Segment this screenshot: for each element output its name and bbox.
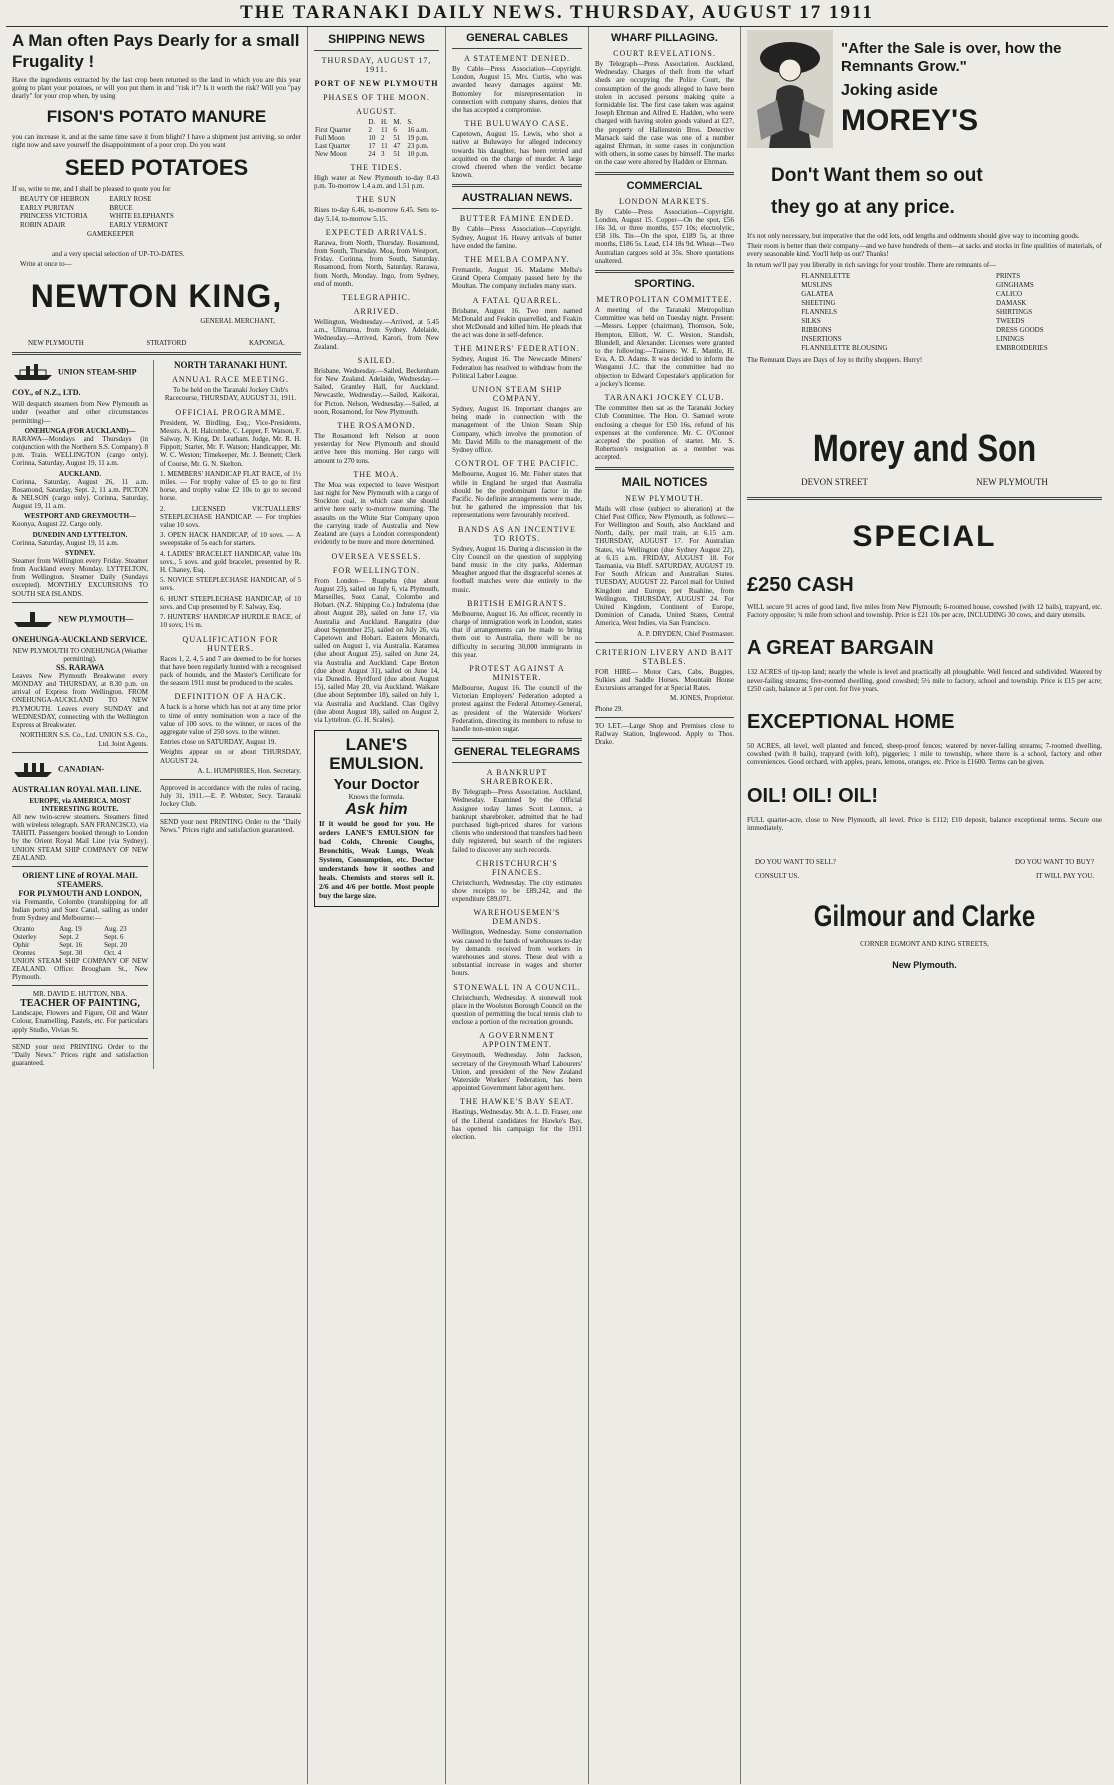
phone-number: Phone 29.: [595, 704, 623, 713]
hunt-ad: [160, 360, 301, 1069]
orient-sub: FOR PLYMOUTH AND LONDON,: [18, 888, 142, 898]
sailed-text: Brisbane, Wednesday.—Sailed, Beckenham for New Zealand. Adelaide, Wednesday.—Sailed, Grantley Hall, for Auckland. Newcastle, Wednesday.—Sailed, Kaikorai, for Picton. Nelson, Wednesday.—Sailed, at noon, Rosamond, for New Plymouth.: [314, 366, 439, 416]
article-text: Melbourne, August 16. The council of the Victorian Employers' Federation adopted a protest against the Federal Attorney-General, as president of the Waterside Workers' Federation, directing its members to refuse to handle non-union sugar.: [452, 683, 582, 733]
tjc-title: TARANAKI JOCKEY CLUB.: [604, 393, 725, 403]
remnant-item: LININGS: [995, 334, 1024, 343]
tjc-text: The committee then sat as the Taranaki Jockey Club Committee. The Hon. O. Samuel wrote enclosing a cheque for £50 16s, refund of his expenses at the conference. Mr. C. O'Connor accepted the position of starter. Mr. S. Robertson's resignation as a member was accepted.: [595, 404, 734, 462]
mail-signature: A. P. DRYDEN, Chief Postmaster.: [637, 629, 734, 638]
london-text: By Cable—Press Association—Copyright. London, August 15. Copper—On the spot, £56 16s 3d, or three months, £57 10s; electrolytic, £58 10s. Tin—On the spot, £189 5s, at three months, £186 5s. Lead, £14 18s 9d. Wheat—Two Australian cargoes sold at 35s. Shore quotations unaltered.: [595, 207, 734, 265]
bargain-text: 132 ACRES of tip-top land; nearly the whole is level and practically all ploughable. Well fenced and subdivided. Watered by never-failing streams; five-roomed dwelling, good cowshed; 5½ mile to factory, school and township. Price is £15 per acre; £250 cash, balance at 5 per cent. for five years.: [747, 668, 1102, 693]
article-title: A GOVERNMENT APPOINTMENT.: [479, 1031, 555, 1050]
morey-address: [747, 477, 1102, 487]
race-entry: 1. MEMBERS' HANDICAP FLAT RACE, of 1½ miles. — For trophy value of £5 to go to first horse, and trophy value £2 10s to go to second horse.: [160, 469, 301, 503]
union-section-text: RARAWA—Mondays and Thursdays (in conjunction with the Northern S.S. Company). 8 p.m. Train. WELLINGTON (cargo only). Corinna, Saturday, August 19, 11 a.m.: [12, 434, 148, 468]
fison-intro: Have the ingredients extracted by the last crop been returned to the land in which you are this year going to plant your potatoes, or will you put them in and "risk it"? Is it worth the risk? Will you "pay dearly" for your crop when, by using: [12, 76, 301, 101]
onehunga-agents: NORTHERN S.S. Co., Ltd. UNION S.S. Co., Ltd. Joint Agents.: [19, 731, 148, 748]
remnant-item: SHEETING: [801, 298, 836, 307]
orient-title: ORIENT LINE of ROYAL MAIL STEAMERS.: [22, 870, 138, 889]
variety: BRUCE: [109, 203, 133, 212]
mail-title: MAIL NOTICES: [621, 474, 708, 489]
remnant-item: TWEEDS: [995, 316, 1025, 325]
article-title: CHRISTCHURCH'S FINANCES.: [476, 858, 558, 877]
article-text: Sydney, August 16. Important changes are being made in connection with the management of the Union Steam Ship Company, which involve the promotion of Mr. David Mills to the management of the Sydney office.: [452, 405, 582, 455]
bargain-title: A GREAT BARGAIN: [747, 637, 934, 660]
table-row: Orontes Sept. 30 Oct. 4: [13, 948, 122, 957]
union-title: UNION STEAM-SHIP COY., of N.Z., LTD.: [12, 367, 137, 398]
article-text: Christchurch, Wednesday. A stonewall took place in the Woolston Borough Council on the question of permitting the local tennis club to enclose a portion of the recreation grounds.: [452, 993, 582, 1027]
table-row: Full Moon 10 2 51 19 p.m.: [315, 134, 429, 142]
hunt-approved: Approved in accordance with the rules of racing, July 31, 1911.—E. P. Webster, Secy. Taranaki Jockey Club.: [160, 783, 301, 809]
town: NEW PLYMOUTH: [28, 339, 84, 348]
variety: EARLY VERMONT: [109, 220, 168, 229]
sun-text: Rises to-day 6.46, to-morrow 6.45. Sets to-day 5.14, to-morrow 5.15.: [314, 206, 439, 223]
onehunga-title: NEW PLYMOUTH—ONEHUNGA-AUCKLAND SERVICE.: [12, 614, 148, 644]
union-section-text: Corinna, Saturday, August 26, 11 a.m. Rosamond, Saturday, Sept. 2, 11 a.m. PICTON & NELSON (cargo only). Corinna, Saturday, August 19, 11 a.m.: [12, 477, 148, 511]
rosamond-text: The Rosamond left Nelson at noon yesterday for New Plymouth and should arrive here this morning. Her cargo will amount to 270 tons.: [314, 432, 439, 465]
cash-text: WILL secure 91 acres of good land, five miles from New Plymouth; 6-roomed house, cowshed (with 12 bails), trapyard, etc. Factory opposite; ¾ mile from school and township. Price is £21 10s per acre, INCLUDING 30 cows, and dairy utensils.: [747, 603, 1102, 620]
shipping-title: SHIPPING NEWS: [328, 32, 425, 46]
column-commercial: [589, 27, 741, 1784]
remnant-item: GALATEA: [801, 289, 834, 298]
town: KAPONGA.: [249, 339, 285, 348]
moon-month: AUGUST.: [356, 107, 397, 116]
seed-title: SEED POTATOES: [64, 155, 249, 181]
qualification-text: Races 1, 2, 4, 5 and 7 are deemed to be for horses that have been regularly hunted with a recognised pack of hounds, and the Master's Certificate for the season 1911 must be produced to the scales.: [160, 654, 301, 688]
printing-note: SEND your next PRINTING Order to the "Daily News." Prices right and satisfaction guaranteed.: [160, 817, 301, 834]
orient-sailings: [12, 925, 148, 957]
orient-text: via Fremantle, Colombo (transhipping for all Indian ports) and Suez Canal, sailing as under from Sydney and Melbourne:—: [12, 897, 148, 923]
sell-question: DO YOU WANT TO SELL?: [755, 858, 836, 867]
cables-title: GENERAL CABLES: [466, 32, 568, 44]
race-entry: 4. LADIES' BRACELET HANDICAP, value 10s sovs., 5 sovs. and gold bracelet, presented by R. H. Chaney, Esq.: [160, 549, 301, 575]
gilmour-town: New Plymouth.: [892, 960, 957, 971]
variety: EARLY PURITAN: [20, 203, 74, 212]
variety: ROBIN ADAIR: [20, 220, 66, 229]
article-text: Greymouth, Wednesday. John Jackson, secretary of the Greymouth Wharf Labourers' Union, and president of the New Zealand Waterside Workers' Federation, has been appointed Government labor agent here.: [452, 1051, 582, 1093]
australian-news-title: AUSTRALIAN NEWS.: [461, 192, 573, 205]
remnant-item: MUSLINS: [801, 280, 833, 289]
shipping-ads: [12, 360, 154, 1069]
article-text: By Cable—Press Association—Copyright. London, August 15. Mrs. Curtis, who was awarded heavy damages against Mr. Bottomley for misrepresentation in connection with company shares, denies that she has accepted a compromise.: [452, 65, 582, 115]
wharf-text: By Telegraph—Press Association. Auckland, Wednesday. Charges of theft from the wharf sheds are occupying the Police Court, the consumption of the goods alleged to have been stolen in accused persons making quite a formidable list. The first case taken was against Joseph Ehrman and Alfred E. Hadden, who were charged with having stolen goods valued at £27, the property of Hallenstein Bros. Detective Marsack said the case was one of a number against Ehrman, in some cases in conjunction with others, in some cases by himself. The marks on the case were altered by Hadden or Ehrman.: [595, 60, 734, 167]
union-section-heading: SYDNEY.: [65, 548, 95, 557]
union-section-heading: WESTPORT AND GREYMOUTH—: [23, 512, 137, 521]
home-title: EXCEPTIONAL HOME: [747, 711, 955, 734]
to-let-notice: TO LET.—Large Shop and Premises close to Railway Station, Inglewood. Apply to Thos. Drake.: [595, 721, 734, 747]
sporting-title: SPORTING.: [634, 278, 695, 291]
article-title: THE MINERS' FEDERATION.: [454, 344, 580, 354]
remnants-list: [747, 272, 1102, 353]
qualification-title: QUALIFICATION FOR HUNTERS.: [182, 634, 279, 653]
remnant-item: GINGHAMS: [995, 280, 1034, 289]
moa-title: THE MOA.: [353, 469, 400, 479]
remnant-item: FLANNELETTE: [801, 271, 851, 280]
morey-name: MOREY'S: [841, 104, 979, 137]
lanes-knows: Knows the formula.: [348, 793, 405, 802]
criterion-text: FOR HIRE— Motor Cars, Cabs, Buggies, Sulkies and Saddle Horses. Mountain House Excursions arranged for at Special Rates.: [595, 667, 734, 693]
mail-sub: NEW PLYMOUTH.: [625, 493, 704, 503]
article-title: CONTROL OF THE PACIFIC.: [454, 459, 580, 469]
article-text: Melbourne, August 16. Mr. Fisher states that while in England he urged that Australia should be the predominant factor in the Pacific. No definite arrangements were made, but he gathered the impression that his representations were favourably received.: [452, 470, 582, 520]
lanes-emulsion-ad: [314, 730, 439, 907]
union-ad: [12, 360, 148, 598]
tides-text: High water at New Plymouth to-day 0.43 p.m. To-morrow 1.4 a.m. and 1.51 p.m.: [314, 174, 439, 191]
article-title: WAREHOUSEMEN'S DEMANDS.: [473, 908, 561, 927]
merchant-subtitle: GENERAL MERCHANT,: [200, 317, 275, 326]
remnant-item: CALICO: [995, 289, 1023, 298]
table-row: D. H. M. S.: [368, 118, 414, 126]
race-entry: 7. HUNTERS' HANDICAP HURDLE RACE, of 10 sovs; 1½ m.: [160, 613, 301, 630]
article-title: A STATEMENT DENIED.: [464, 54, 570, 63]
article-title: UNION STEAM SHIP COMPANY.: [471, 385, 563, 404]
merchant-towns: [28, 339, 285, 347]
remnant-item: SHIRTINGS: [995, 307, 1033, 316]
arrived-title: ARRIVED.: [353, 307, 400, 317]
fison-body: you can increase it, and at the same time save it from blight? I have a shipment just arriving, so order right now and save yourself the disappointment of a poor crop. Do you want: [12, 132, 301, 149]
article-text: Capetown, August 15. Lewis, who shot a native at Buluwayo for alleged indecency towards his daughter, has been retried and acquitted on the charge of murder. A large crowd cheered when the verdict became known.: [452, 130, 582, 180]
remnant-item: SILKS: [801, 316, 821, 325]
oversea-text: From London— Ruapehu (due about August 23), sailed on July 6, via Plymouth, Marseilles, Suez Canal, Colombo and Hobart. (N.Z. Shipping Co.) Indralema (due about August 28), sailed on June 17, via Australia and Auckland. Rangatira (due about September 25), sailed on July 26, via Capetown and Hobart. Eastern Monarch, sailed on August 1, via Australia. Karamea (due about August 25), sailed on June 24, via Australia and Auckland. Cape Breton (due about August 31), sailed on June 14, via Dunedin. Hyrdford (due about August 15), sailed May 20, via Auckland. Waikare (due about September 18), sailed on July 1, via Australia and Auckland. Clan Ogilvy (due about August 18), sailed on August 2, via Lyttelton. (G. H. Scales).: [314, 576, 439, 724]
london-title: LONDON MARKETS.: [619, 196, 710, 206]
gilmour-firm: Gilmour and Clarke: [813, 900, 1036, 934]
variety: WHITE ELEPHANTS: [109, 212, 174, 221]
buy-question: DO YOU WANT TO BUY?: [1015, 858, 1094, 867]
hutton-ad: [12, 990, 148, 1034]
fison-ad: [12, 30, 301, 347]
race-entry: 5. NOVICE STEEPLECHASE HANDICAP, of 5 sovs.: [160, 576, 301, 593]
article-title: PROTEST AGAINST A MINISTER.: [469, 663, 565, 682]
consult-us: CONSULT US.: [755, 872, 799, 881]
union-section-text: Koonya, August 22. Cargo only.: [12, 520, 103, 529]
commercial-title: COMMERCIAL: [626, 179, 703, 192]
union-section-heading: AUCKLAND.: [58, 469, 102, 478]
union-section-text: Steamer from Wellington every Friday. Steamer from Auckland every Monday. LYTTELTON, from Wellington. Steamer Daily (Sundays excepted). MONTHLY EXCURSIONS TO SOUTH SEA ISLANDS.: [12, 556, 148, 598]
sun-title: THE SUN: [356, 195, 397, 205]
metro-text: A meeting of the Taranaki Metropolitan Committee was held on Tuesday night. Present:—Messrs. Lepper (chairman), Thomson, Sole, Hempton, Elliott, W. C. Weston, Standish, Blundell, and Alexander. Licenses were granted to the following:—Trainers: W. E. Mantle, H. Eva, A. D. Adams. It was decided to inform the Wanganui J.C. that the committee had no objection to Edward Copestake's application for a jockey's license.: [595, 306, 734, 388]
oversea-sub: FOR WELLINGTON.: [332, 565, 421, 575]
column-retail-ads: [741, 27, 1108, 1784]
race-entry: 3. OPEN HACK HANDICAP, of 10 sovs. — A sweepstake of 5s each for starters.: [160, 531, 301, 548]
canadian-ad: [12, 757, 148, 862]
morey-text: The Remnant Days are Days of Joy to thrifty shoppers. Hurry!: [747, 355, 923, 364]
hunt-signature: A. L. HUMPHRIES, Hon. Secretary.: [197, 766, 301, 775]
table-row: Osterley Sept. 2 Sept. 6: [13, 932, 124, 941]
table-row: New Moon 24 3 51 10 p.m.: [315, 150, 429, 158]
arrived-text: Wellington, Wednesday.—Arrived, at 5.45 a.m., Ulimaroa, from Sydney. Adelaide, Wednesday.—Arrived, Karori, from New Zealand.: [314, 318, 439, 351]
remnant-item: EMBROIDERIES: [995, 343, 1048, 352]
lanes-text: If it would be good for you. He orders LANE'S EMULSION for bad Colds, Chronic Coughs, Bronchitis, Weak Lungs, Weak System, Consumption, etc. Doctor understands how it soothes and heals. Chemists and stores sell it. 2/6 and 4/6 per bottle. Most people buy the large size.: [319, 819, 434, 901]
remnant-item: PRINTS: [995, 271, 1021, 280]
onehunga-ad: [12, 607, 148, 748]
hunt-sub: ANNUAL RACE MEETING.: [172, 375, 289, 385]
town: STRATFORD: [146, 339, 187, 348]
article-text: Christchurch, Wednesday. The city estimates show receipts to be £89,242, and the expenditure £89,071.: [452, 878, 582, 904]
article-text: Fremantle, August 16. Madame Melba's Grand Opera Company passed here by the Moultan. The company includes many stars.: [452, 266, 582, 291]
oversea-title: OVERSEA VESSELS.: [331, 551, 422, 561]
article-title: BANDS AS AN INCENTIVE TO RIOTS.: [458, 524, 576, 543]
hutton-title: TEACHER OF PAINTING,: [20, 998, 140, 1010]
article-text: Sydney, August 16. The Newcastle Miners' Federation has resolved to withdraw from the Political Labor League.: [452, 355, 582, 380]
morey-text: It's not only necessary, but imperative that the odd lots, odd lengths and oddments should give way to incoming goods.: [747, 232, 1080, 240]
hunt-text: To be held on the Taranaki Jockey Club's Racecourse, THURSDAY, AUGUST 31, 1911.: [164, 386, 297, 403]
remnant-item: DAMASK: [995, 298, 1027, 307]
telegraphic-title: TELEGRAPHIC.: [342, 293, 411, 303]
morey-firm: Morey and Son: [812, 428, 1037, 471]
remnant-item: FLANNELETTE BLOUSING: [801, 343, 888, 352]
article-text: By Cable—Press Association—Copyright. Sydney, August 16. Heavy arrivals of butter have ended the famine.: [452, 225, 582, 250]
oil-text: FULL quarter-acre, close to New Plymouth, all level. Price is £112; £10 deposit, balance exceptional terms. Secure one immediately.: [747, 815, 1102, 832]
entries-note: Entries close on SATURDAY, August 19.: [160, 738, 277, 747]
expected-text: Rarawa, from North, Thursday. Rosamond, from South, Thursday. Moa, from Westport, Friday. Corinna, from South, Saturday. Rosamond, from North, Saturday. Rarawa, from North, Monday. Ingo, from Sydney, end of month.: [314, 238, 439, 288]
article-title: THE HAWKE'S BAY SEAT.: [460, 1097, 574, 1107]
morey-text: Their room is better than their company—and we have hundreds of them—at sacks and stocks in fine qualities of materials, of every seasonable kind. You'll help us out? Thanks!: [747, 242, 1102, 259]
gilmour-answers: [755, 872, 1094, 880]
wharf-sub: COURT REVELATIONS.: [613, 49, 716, 58]
fison-headline: A Man often Pays Dearly for a small Frugality !: [12, 31, 300, 71]
moa-text: The Moa was expected to leave Westport last night for New Plymouth with a cargo of Stockton coal, in which case she should arrive here early to-morrow morning. The assaults on the White Star Company upon the carrying trade of Australia and New Zealand are (says a London correspondent) evidently to be more and more determined.: [314, 480, 439, 547]
printing-note: SEND your next PRINTING Order to the "Daily News." Prices right and satisfaction guaranteed.: [12, 1042, 148, 1068]
hunt-programme: OFFICIAL PROGRAMME.: [175, 407, 286, 417]
gilmour-questions: [755, 858, 1094, 866]
gilmour-ad: [747, 520, 1102, 970]
hutton-text: Landscape, Flowers and Figure, Oil and Water Colour, Enamelling, Pastels, etc. For particulars apply Studio, Vivian St.: [12, 1009, 148, 1034]
moon-title: PHASES OF THE MOON.: [323, 93, 430, 102]
seed-varieties: [20, 195, 301, 229]
tides-title: THE TIDES.: [350, 163, 403, 172]
rosamond-title: THE ROSAMOND.: [337, 421, 416, 431]
union-intro: Will despatch steamers from New Plymouth as under (weather and other circumstances permitting)—: [12, 400, 148, 425]
morey-ad: [747, 30, 1102, 487]
article-title: BRITISH EMIGRANTS.: [467, 598, 567, 608]
article-title: THE BULUWAYO CASE.: [464, 119, 570, 129]
woman-illustration-icon: [747, 30, 833, 148]
onehunga-sub: NEW PLYMOUTH TO ONEHUNGA (Weather permitting).: [12, 646, 148, 663]
mail-text: Mails will close (subject to alteration) at the Chief Post Office, New Plymouth, as follows:— For Wellington and South, also Auckland and North, daily, per mail train, at 6.15 a.m. THURSDAY, AUGUST 17. For Australian States, via Wellington (due Sydney August 22), at 6.15 a.m. FRIDAY, AUGUST 18. For Tasmania, via Bluff. SATURDAY, AUGUST 19. For South African and Australian States. TUESDAY, AUGUST 22. Parcel mail for United Kingdom and Europe, per Ruahine, from Wellington. THURSDAY, AUGUST 24. For United Kingdom, Continent of Europe, Dominion of Canada, United States, Central America, West Indies, via San Francisco.: [595, 504, 734, 628]
article-title: A FATAL QUARREL.: [472, 295, 562, 305]
remnant-item: INSERTIONS: [801, 334, 842, 343]
orient-ad: [12, 871, 148, 981]
article-title: STONEWALL IN A COUNCIL.: [453, 982, 581, 992]
expected-title: EXPECTED ARRIVALS.: [325, 227, 428, 237]
lanes-title: LANE'S EMULSION.: [329, 735, 424, 774]
remnant-item: RIBBONS: [801, 325, 832, 334]
article-title: BUTTER FAMINE ENDED.: [459, 214, 575, 224]
steamship-icon: [12, 360, 54, 382]
morey-dont: Don't Want them so out they go at any price.: [771, 165, 983, 218]
write-note: Write at once to—: [20, 260, 72, 269]
special-selection: and a very special selection of UP-TO-DATES.: [52, 250, 185, 259]
weights-note: Weights appear on or about THURSDAY, AUGUST 24.: [160, 748, 301, 765]
hutton-name: MR. DAVID E. HUTTON, NBA.: [32, 990, 128, 999]
sailed-title: SAILED.: [357, 355, 396, 365]
union-section-heading: DUNEDIN AND LYTTELTON.: [32, 530, 128, 539]
table-row: First Quarter 2 11 6 16 a.m.: [315, 126, 429, 134]
morey-joking: Joking aside: [841, 82, 938, 99]
canadian-title: CANADIAN-AUSTRALIAN ROYAL MAIL LINE.: [12, 764, 142, 794]
merchant-name: NEWTON KING,: [30, 278, 283, 315]
criterion-title: CRITERION LIVERY AND BAIT STABLES.: [595, 647, 734, 666]
article-title: A BANKRUPT SHAREBROKER.: [480, 768, 554, 787]
hunt-officials: President, W. Birdling, Esq.; Vice-Presidents, Messrs. A. H. Halcombe, C. Lepper, F. Watson, F. Salway, N. King, Dr. Leatham. Judge, Mr. R. H. Fippott; Starter, Mr. F. Watson; Handicapper, Mr. W. C. Weston; Timekeeper, Mr. J. Bennett; Clerk of Course, Mr. G. N. Skelton.: [160, 418, 301, 468]
shipping-port: PORT OF NEW PLYMOUTH: [314, 79, 439, 88]
article-text: Wellington, Wednesday. Some consternation was caused to the hands of warehouses to-day by demands received from workers in warehouses and stores. These deal with a substantial increase in wages and shorter hours.: [452, 928, 582, 978]
variety: BEAUTY OF HEBRON: [20, 195, 90, 204]
morey-street: DEVON STREET: [801, 477, 868, 488]
remnant-item: DRESS GOODS: [995, 325, 1044, 334]
lanes-ask: Ask him: [345, 801, 408, 819]
table-row: Otranto Aug. 19 Aug. 23: [13, 924, 127, 933]
variety: GAMEKEEPER: [87, 230, 135, 239]
canadian-sub: EUROPE, via AMERICA. MOST INTERESTING ROUTE.: [29, 796, 131, 813]
masthead: THE TARANAKI DAILY NEWS. THURSDAY, AUGUST 17 1911: [6, 0, 1108, 27]
gilmour-address: CORNER EGMONT AND KING STREETS,: [860, 940, 989, 949]
article-text: Brisbane, August 16. Two men named McDonald and Feakin quarrelled, and Feakin shot McDonald and killed him. He pleads that the act was done in self-defence.: [452, 306, 582, 340]
table-row: Ophir Sept. 16 Sept. 20: [13, 940, 128, 949]
gilmour-special: SPECIAL: [852, 520, 997, 554]
race-entry: 2. LICENSED VICTUALLERS' STEEPLECHASE HANDICAP. — For trophies value 10 sovs.: [160, 504, 301, 530]
metro-title: METROPOLITAN COMMITTEE.: [596, 295, 733, 305]
article-text: Hastings, Wednesday. Mr. A. L. D. Fraser, one of the Liberal candidates for Hawke's Bay, has opened his campaign for the 1911 election.: [452, 1108, 582, 1142]
article-text: By Telegraph—Press Association. Auckland, Wednesday. Examined by the Official Assignee today James Scott Lennox, a bankrupt sharebroker, admitted that he had purchased high-priced shares for various clients who understood that transfers had been duly registered, but search of the registers failed to discover any such records.: [452, 788, 582, 854]
variety: PRINCESS VICTORIA: [20, 212, 88, 221]
remnant-item: FLANNELS: [801, 307, 838, 316]
oil-title: OIL! OIL! OIL!: [747, 784, 879, 807]
onehunga-ship: SS. RARAWA: [55, 662, 104, 672]
fison-product: FISON'S POTATO MANURE: [46, 106, 267, 126]
moon-table: [314, 118, 439, 158]
table-row: Last Quarter 17 11 47 23 p.m.: [315, 142, 429, 150]
home-text: 50 ACRES, all level, well planted and fenced, sheep-proof fences; watered by never-failing streams; 7-roomed dwelling, cowshed (with 8 bails), trapyard (with loft), piggeries; 1 mile to township, where there is a school, factory and other conveniences. Good orchard, with apples, pears, lemons, oranges, etc. Price is £1600. Terms can be given.: [747, 742, 1102, 767]
orient-agents: UNION STEAM SHIP COMPANY OF NEW ZEALAND. Office: Brougham St., New Plymouth.: [12, 956, 148, 981]
seed-intro: If so, write to me, and I shall be pleased to quote you for: [12, 185, 171, 194]
shipping-date: THURSDAY, AUGUST 17, 1911.: [321, 56, 432, 74]
wharf-title: WHARF PILLAGING.: [611, 32, 718, 44]
cash-title: £250 CASH: [747, 574, 854, 597]
hack-title: DEFINITION OF A HACK.: [174, 692, 287, 702]
union-section-heading: ONEHUNGA (FOR AUCKLAND)—: [24, 426, 136, 435]
canadian-text: All new twin-screw steamers. Steamers fitted with wireless telegraph. SAN FRANCISCO, via TAHITI. Passengers booked through to London by the Orient Royal Mail Line (via Sydney). UNION STEAM SHIP COMPANY OF NEW ZEALAND.: [12, 812, 148, 862]
criterion-signature: M. JONES, Proprietor.: [670, 694, 734, 703]
morey-quote: "After the Sale is over, how the Remnants Grow.": [841, 40, 1062, 75]
race-entry: 6. HUNT STEEPLECHASE HANDICAP, of 10 sovs. and Cup presented by F. Salway, Esq.: [160, 594, 301, 611]
variety: EARLY ROSE: [109, 195, 152, 204]
column-shipping-news: [308, 27, 446, 1784]
union-section-text: Corinna, Saturday, August 19, 11 a.m.: [12, 538, 119, 547]
article-text: Melbourne, August 16. An officer, recently in charge of immigration work in London, states that if arrangements can be made to bring them out to Australia, there will be no difficulty in securing 30,000 immigrants in this year.: [452, 609, 582, 659]
lanes-sub: Your Doctor: [333, 776, 420, 794]
article-text: Sydney, August 16. During a discussion in the City Council on the question of supplying band music in the city parks, Alderman Meagher argued that the disgraceful scenes at football matches were due entirely to the music.: [452, 544, 582, 594]
column-general-cables: [446, 27, 589, 1784]
morey-town: NEW PLYMOUTH: [976, 477, 1048, 488]
article-title: THE MELBA COMPANY.: [464, 255, 570, 265]
onehunga-text: Leaves New Plymouth Breakwater every MONDAY and THURSDAY, at 8.30 p.m. on arrival of Express from Wellington. FROM ONEHUNGA-AUCKLAND TO NEW PLYMOUTH. Leaves every SUNDAY and WEDNESDAY, connecting with the Wellington Express at Breakwater.: [12, 671, 148, 730]
hunt-title: NORTH TARANAKI HUNT.: [174, 360, 287, 371]
general-telegrams-title: GENERAL TELEGRAMS: [454, 746, 580, 759]
hack-text: A hack is a horse which has not at any time prior to time of entry nomination won a race of the value of 100 sovs. to the winner, or races of the aggregate value of 250 sovs. to the winner.: [160, 703, 301, 736]
will-pay: IT WILL PAY YOU.: [1036, 872, 1094, 881]
morey-text: In return we'll pay you liberally in rich savings for your trouble. There are remnants of—: [747, 260, 997, 269]
steamship-icon: [12, 757, 54, 779]
steamship-icon: [12, 607, 54, 629]
column-advertisements: [6, 27, 308, 1784]
